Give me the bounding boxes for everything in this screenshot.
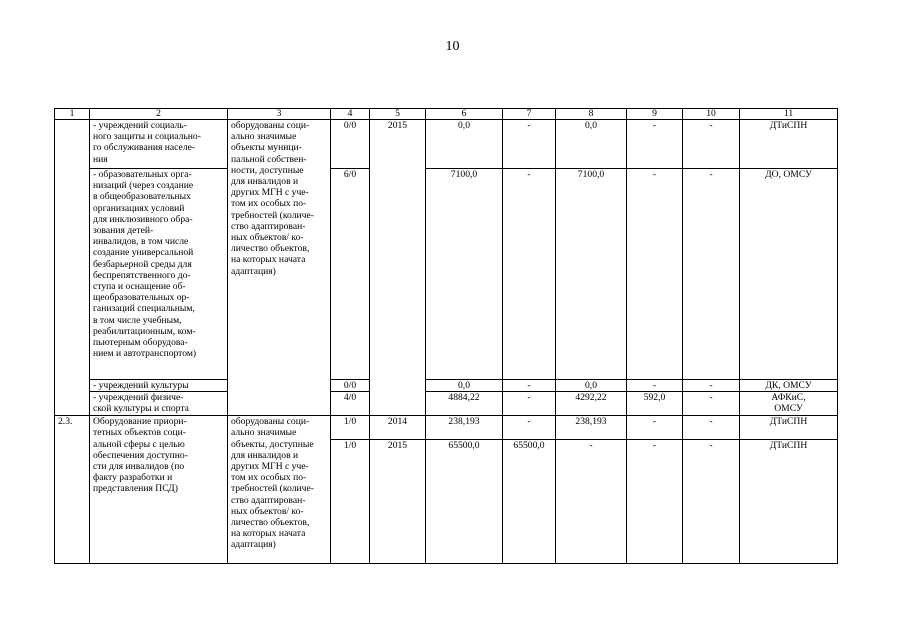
value-cell: 7100,0 — [556, 169, 627, 380]
executor-cell: ДТиСПН — [740, 440, 838, 564]
value-cell: - — [556, 440, 627, 564]
row-description: - учреждений физиче- ской культуры и спорта — [90, 392, 228, 416]
value-cell: 4884,22 — [426, 392, 503, 416]
column-number-row — [55, 109, 838, 120]
executor-cell: ДО, ОМСУ — [740, 169, 838, 380]
row-number-cell — [55, 120, 90, 416]
executor-cell: ДК, ОМСУ — [740, 380, 838, 392]
table-row — [55, 120, 838, 169]
value-cell: 238,193 — [556, 416, 627, 440]
value-cell: - — [503, 392, 556, 416]
executor-cell: АФКиС, ОМСУ — [740, 392, 838, 416]
indicator-cell: оборудованы соци- ально значимые объекты муници- пальной собствен- ности, доступные для инвалидов и других МГН с уче- том их особых по- требностей (количе- ство адаптирован- ных объектов/ ко- личество объектов, на которых начата адаптация) — [228, 120, 331, 416]
value-cell: 7100,0 — [426, 169, 503, 380]
col-header: 8 — [556, 109, 627, 120]
value-cell: 4/0 — [331, 392, 370, 416]
executor-cell: ДТиСПН — [740, 120, 838, 169]
row-description: - учреждений культуры — [90, 380, 228, 392]
value-cell: 65500,0 — [503, 440, 556, 564]
col-header: 6 — [426, 109, 503, 120]
value-cell: 592,0 — [627, 392, 683, 416]
value-cell: - — [683, 169, 740, 380]
value-cell: - — [683, 416, 740, 440]
col-header: 10 — [683, 109, 740, 120]
value-cell: - — [627, 169, 683, 380]
year-cell: 2014 — [370, 416, 426, 440]
value-cell: - — [503, 120, 556, 169]
value-cell: 1/0 — [331, 440, 370, 564]
page-number: 10 — [445, 39, 460, 54]
value-cell: 0,0 — [426, 380, 503, 392]
year-cell: 2015 — [370, 440, 426, 564]
executor-cell: ДТиСПН — [740, 416, 838, 440]
value-cell: 4292,22 — [556, 392, 627, 416]
value-cell: 0/0 — [331, 380, 370, 392]
value-cell: - — [627, 440, 683, 564]
value-cell: 0/0 — [331, 120, 370, 169]
col-header: 4 — [331, 109, 370, 120]
value-cell: 6/0 — [331, 169, 370, 380]
value-cell: - — [683, 120, 740, 169]
table-row — [55, 169, 838, 380]
col-header: 2 — [90, 109, 228, 120]
program-table — [54, 108, 838, 564]
value-cell: - — [503, 380, 556, 392]
value-cell: - — [627, 416, 683, 440]
col-header: 9 — [627, 109, 683, 120]
value-cell: - — [627, 380, 683, 392]
row-description: Оборудование приори- тетных объектов соци- альной сферы с целью обеспечения доступно- сти для инвалидов (по факту разработки и представления ПСД) — [90, 416, 228, 564]
indicator-cell: оборудованы соци- ально значимые объекты, доступные для инвалидов и других МГН с уче- том их особых по- требностей (количе- ство адаптирован- ных объектов/ ко- личество объектов, на которых начата адаптация) — [228, 416, 331, 564]
value-cell: - — [683, 380, 740, 392]
value-cell: - — [683, 392, 740, 416]
row-description: - образовательных орга- низаций (через создание в общеобразовательных организациях условий для инклюзивного обра- зования детей- инвалидов, в том числе создание универсальной безбарьерной среды для беспрепятственного до- ступа и оснащение об- щеобразовательных ор- ганизаций специальным, в том числе учебным, реабилитационным, ком- пьютерным оборудова- нием и автотранспортом) — [90, 169, 228, 380]
value-cell: 0,0 — [556, 120, 627, 169]
value-cell: 1/0 — [331, 416, 370, 440]
row-description: - учреждений социаль- ного защиты и социально- го обслуживания населе- ния — [90, 120, 228, 169]
col-header: 5 — [370, 109, 426, 120]
value-cell: - — [503, 169, 556, 380]
value-cell: 65500,0 — [426, 440, 503, 564]
col-header: 1 — [55, 109, 90, 120]
value-cell: - — [683, 440, 740, 564]
value-cell: - — [503, 416, 556, 440]
value-cell: 238,193 — [426, 416, 503, 440]
value-cell: 0,0 — [426, 120, 503, 169]
value-cell: 0,0 — [556, 380, 627, 392]
value-cell: - — [627, 120, 683, 169]
table-row — [55, 380, 838, 392]
row-number-cell: 2.3. — [55, 416, 90, 564]
table-row — [55, 392, 838, 416]
year-cell: 2015 — [370, 120, 426, 416]
col-header: 7 — [503, 109, 556, 120]
col-header: 11 — [740, 109, 838, 120]
col-header: 3 — [228, 109, 331, 120]
table-row — [55, 416, 838, 440]
